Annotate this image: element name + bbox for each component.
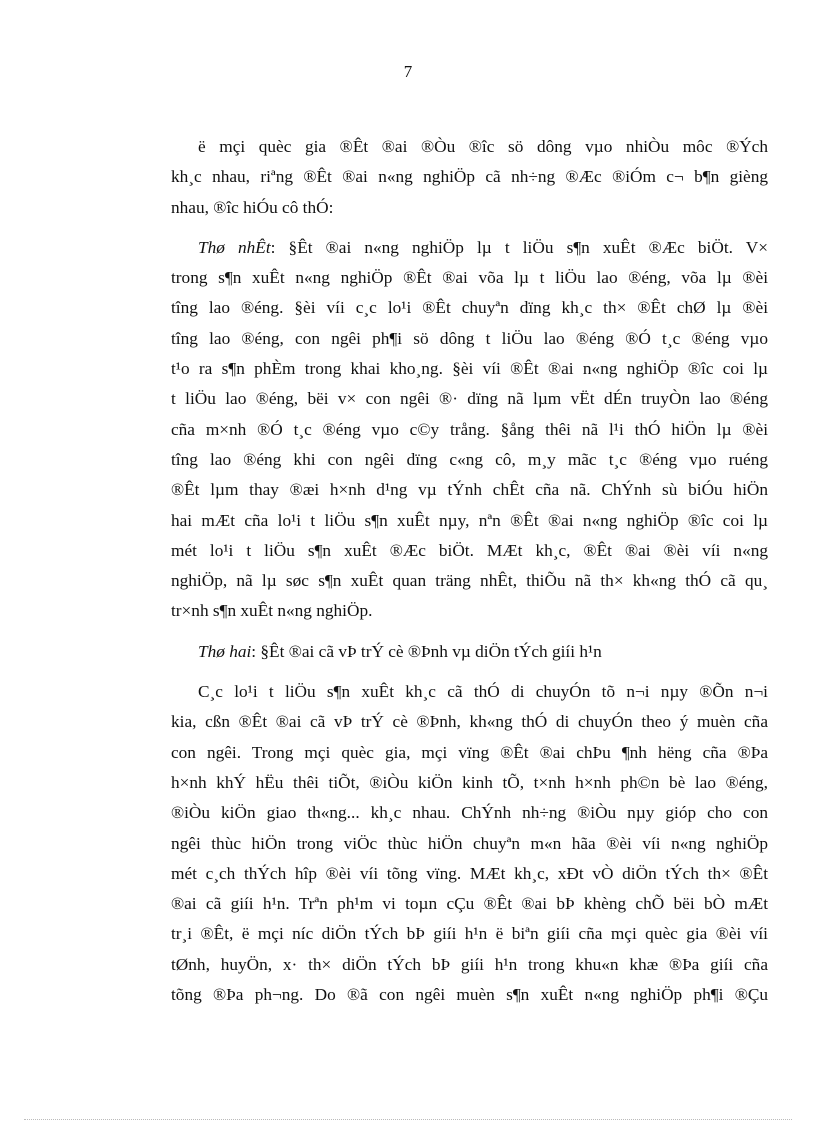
- text-line: tîng lao ®éng, con ngêi ph¶i sö dông t liÖu lao ®éng ®Ó t¸c ®éng vµo: [171, 328, 768, 348]
- paragraph: [171, 132, 768, 223]
- text-line: ®Êt lµm thay ®æi h×nh d¹ng vµ tÝnh chÊt cña nã. ChÝnh sù biÓu hiÖn: [171, 480, 768, 500]
- text-line: ngêi thùc hiÖn trong viÖc thùc hiÖn chuyªn m«n hãa ®èi víi n«ng nghiÖp: [171, 833, 768, 853]
- text-line: hai mÆt cña lo¹i t liÖu s¶n xuÊt nµy, nªn ®Êt ®ai n«ng nghiÖp ®îc coi lµ: [171, 510, 768, 530]
- text-line: C¸c lo¹i t liÖu s¶n xuÊt kh¸c cã thÓ di chuyÓn tõ n¬i nµy ®Õn n¬i: [198, 682, 768, 702]
- text-line: h×nh khÝ hËu thêi tiÕt, ®iÒu kiÖn kinh tÕ, t×nh h×nh ph©n bè lao ®éng,: [171, 772, 768, 792]
- text-line: [198, 637, 768, 667]
- text-line: ë mçi quèc gia ®Êt ®ai ®Òu ®îc sö dông vµo nhiÒu môc ®Ých: [198, 137, 768, 156]
- paragraph: [171, 677, 768, 1010]
- text-line: [198, 233, 768, 263]
- text-line: t liÖu lao ®éng, bëi v× con ngêi ®· dïng nã lµm vËt dÉn truyÒn lao ®éng: [171, 389, 768, 409]
- text-line: kia, cßn ®Êt ®ai cã vÞ trÝ cè ®Þnh, kh«ng thÓ di chuyÓn theo ý muèn cña: [171, 712, 768, 732]
- text-line: kh¸c nhau, riªng ®Êt ®ai n«ng nghiÖp cã nh÷ng ®Æc ®iÓm c¬ b¶n gièng: [171, 167, 768, 187]
- text-line: nhau, ®îc hiÓu cô thÓ:: [171, 197, 334, 217]
- paragraph: [171, 233, 768, 627]
- text-line: con ngêi. Trong mçi quèc gia, mçi vïng ®Êt ®ai chÞu ¶nh hëng cña ®Þa: [171, 742, 768, 762]
- text-line: tr¸i ®Êt, ë mçi níc diÖn tÝch bÞ giíi h¹n ë biªn giíi cña mçi quèc gia ®èi víi: [171, 924, 768, 944]
- text-fragment: : §Êt ®ai n«ng nghiÖp lµ t liÖu s¶n xuÊt ®Æc biÖt. V×: [270, 237, 768, 257]
- text-line: mét lo¹i t liÖu s¶n xuÊt ®Æc biÖt. MÆt kh¸c, ®Êt ®ai ®èi víi n«ng: [171, 540, 768, 560]
- text-line: tr×nh s¶n xuÊt n«ng nghiÖp.: [171, 601, 373, 621]
- text-line: tîng lao ®éng. §èi víi c¸c lo¹i ®Êt chuyªn dïng kh¸c th× ®Êt chØ lµ ®èi: [171, 298, 768, 318]
- text-line: ®ai cã giíi h¹n. Trªn ph¹m vi toµn cÇu ®Êt ®ai bÞ khèng chÕ bëi bÒ mÆt: [171, 894, 768, 914]
- text-line: tØnh, huyÖn, x· th× diÖn tÝch bÞ giíi h¹n trong khu«n khæ ®Þa giíi cña: [171, 954, 768, 974]
- text-line: cña m×nh ®Ó t¸c ®éng vµo c©y trång. §ång thêi nã l¹i thÓ hiÖn lµ ®èi: [171, 419, 768, 439]
- paragraph: [198, 637, 768, 667]
- text-line: ®iÒu kiÖn giao th«ng... kh¸c nhau. ChÝnh nh÷ng ®iÒu nµy gióp cho con: [171, 803, 768, 823]
- body-text: [171, 132, 768, 1020]
- text-fragment: : §Êt ®ai cã vÞ trÝ cè ®Þnh vµ diÖn tÝch giíi h¹n: [251, 641, 602, 661]
- text-line: mét c¸ch thÝch hîp ®èi víi tõng vïng. MÆt kh¸c, xÐt vÒ diÖn tÝch th× ®Êt: [171, 863, 768, 883]
- text-line: nghiÖp, nã lµ søc s¶n xuÊt quan träng nhÊt, thiÕu nã th× kh«ng thÓ cã qu¸: [171, 571, 768, 591]
- text-line: t¹o ra s¶n phÈm trong khai kho¸ng. §èi víi ®Êt ®ai n«ng nghiÖp ®îc coi lµ: [171, 359, 768, 379]
- text-line: tîng lao ®éng khi con ngêi dïng c«ng cô, m¸y mãc t¸c ®éng vµo ruéng: [171, 449, 768, 469]
- italic-lead: Thø nhÊt: [198, 237, 271, 257]
- page-bottom-rule: [24, 1119, 792, 1120]
- page-number: 7: [403, 62, 413, 81]
- text-line: tõng ®Þa ph¬ng. Do ®ã con ngêi muèn s¶n xuÊt n«ng nghiÖp ph¶i ®Çu: [171, 985, 768, 1005]
- text-line: trong s¶n xuÊt n«ng nghiÖp ®Êt ®ai võa lµ t liÖu lao ®éng, võa lµ ®èi: [171, 268, 768, 288]
- italic-lead: Thø hai: [198, 641, 252, 661]
